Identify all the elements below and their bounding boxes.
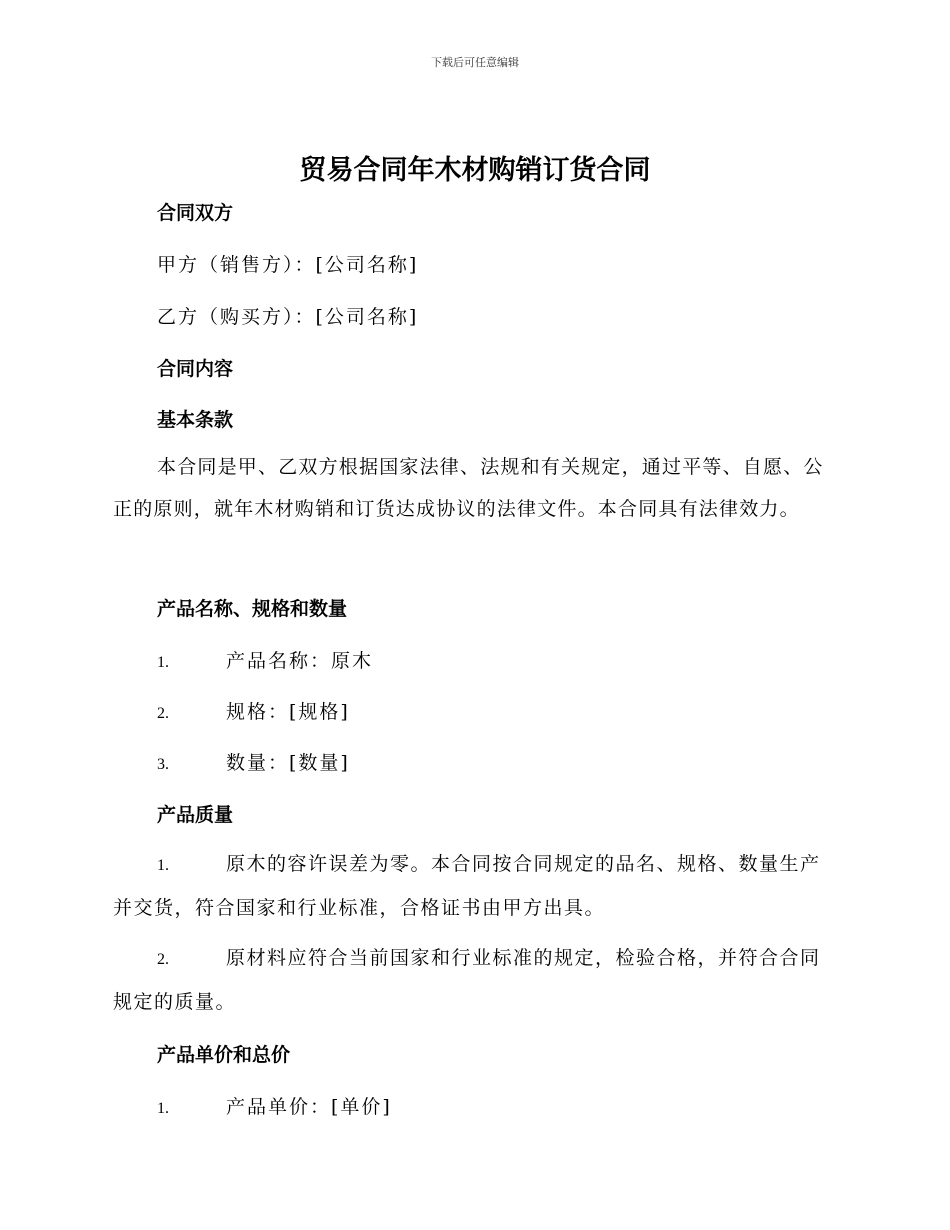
list-text: 产品名称：原木 (226, 650, 374, 672)
basic-terms-heading: 基本条款 (157, 409, 234, 431)
list-text: 数量：[数量] (226, 752, 350, 774)
party-b-line: 乙方（购买方）：[公司名称] (157, 306, 419, 328)
list-text: 产品单价：[单价] (226, 1096, 392, 1118)
product-spec-heading: 产品名称、规格和数量 (157, 598, 348, 620)
list-item (113, 843, 833, 929)
document-title: 贸易合同年木材购销订货合同 (299, 155, 651, 186)
list-item (157, 1092, 392, 1119)
list-text: 原材料应符合当前国家和行业标准的规定，检验合格，并符合合同规定的质量。 (113, 947, 821, 1013)
list-number: 1. (157, 1100, 169, 1117)
list-number: 1. (157, 857, 169, 874)
list-number: 3. (157, 756, 169, 773)
list-text: 原木的容许误差为零。本合同按合同规定的品名、规格、数量生产并交货，符合国家和行业标准，合格证书由甲方出具。 (113, 853, 821, 919)
list-number: 1. (157, 654, 169, 671)
list-item (157, 748, 350, 775)
basic-terms-paragraph: 本合同是甲、乙双方根据国家法律、法规和有关规定，通过平等、自愿、公正的原则，就年木材购销和订货达成协议的法律文件。本合同具有法律效力。 (113, 456, 824, 520)
list-number: 2. (157, 705, 169, 722)
party-a-line: 甲方（销售方）：[公司名称] (157, 254, 419, 276)
list-item (157, 697, 350, 724)
list-item (113, 937, 833, 1023)
product-quality-heading: 产品质量 (157, 804, 234, 826)
page-header-note: 下载后可任意编辑 (431, 56, 519, 69)
list-number: 2. (157, 951, 169, 968)
list-item (157, 646, 373, 673)
contract-content-heading: 合同内容 (157, 358, 234, 380)
parties-heading: 合同双方 (157, 202, 234, 224)
product-price-heading: 产品单价和总价 (157, 1044, 291, 1066)
list-text: 规格：[规格] (226, 701, 350, 723)
